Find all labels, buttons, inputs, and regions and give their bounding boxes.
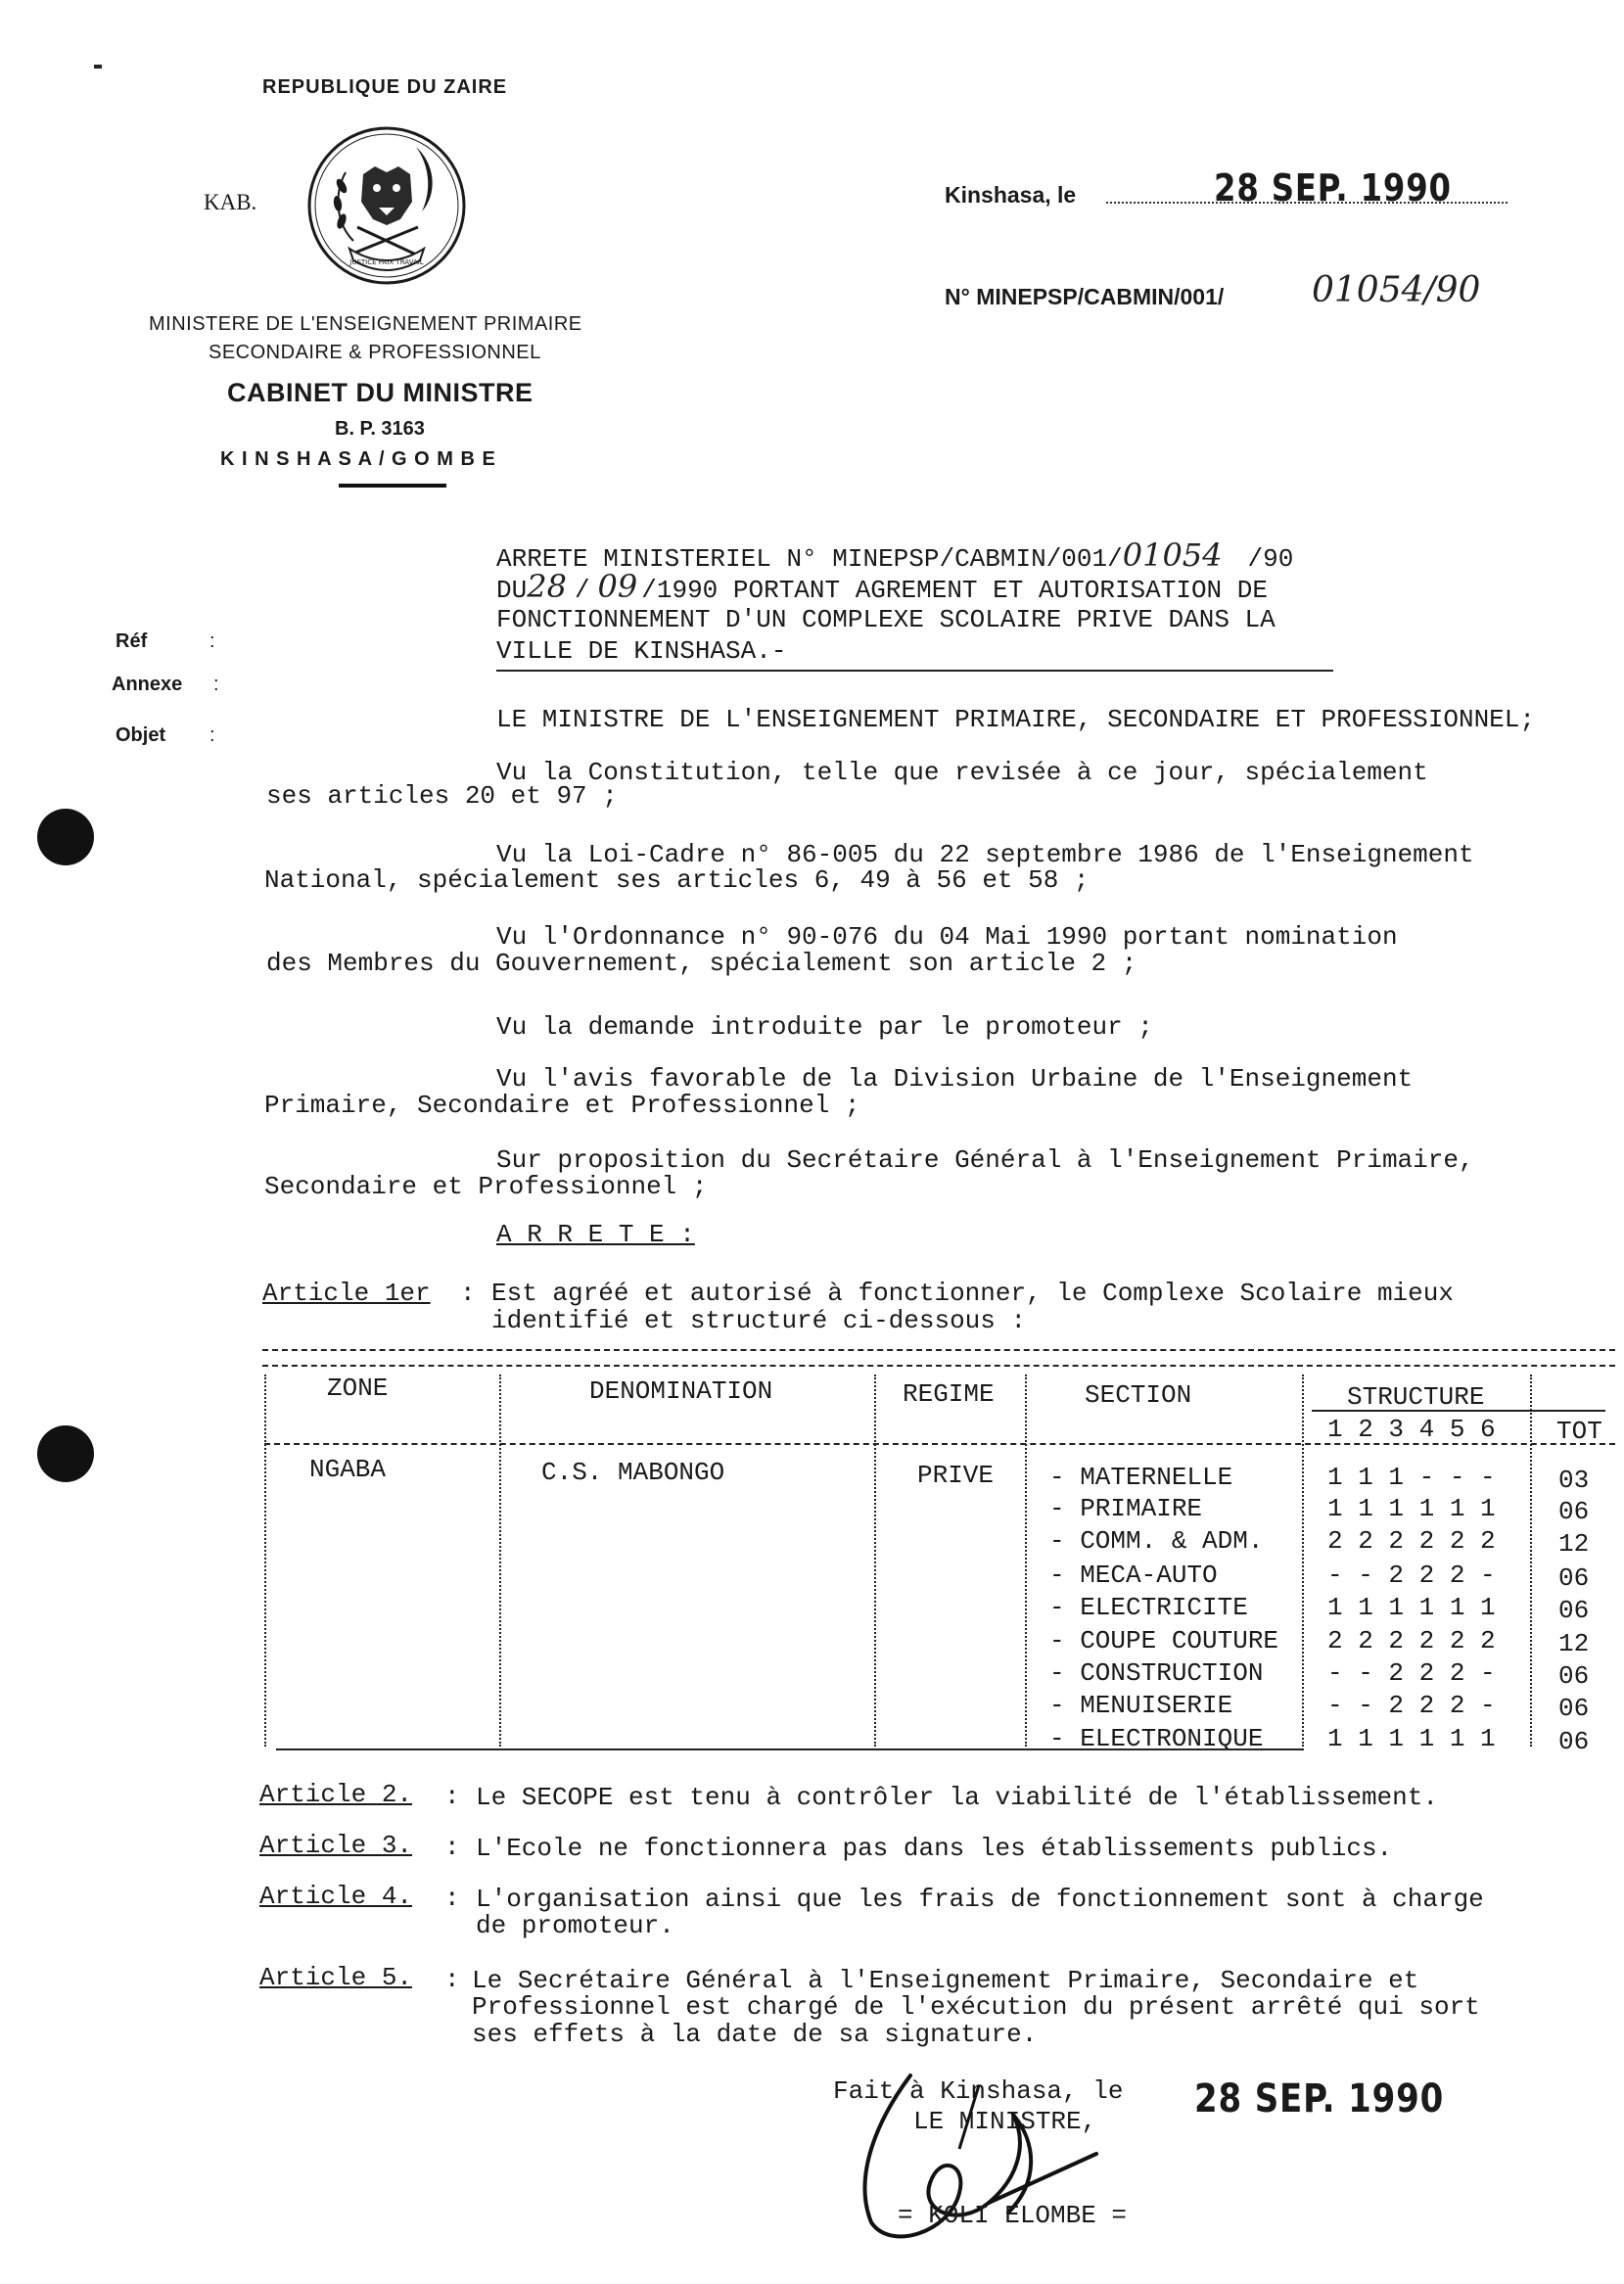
title-rest: /1990 PORTANT AGREMENT ET AUTORISATION DE: [641, 576, 1268, 605]
row-tot: 03: [1558, 1466, 1590, 1495]
minister-line: LE MINISTRE DE L'ENSEIGNEMENT PRIMAIRE, SECONDAIRE ET PROFESSIONNEL;: [496, 705, 1535, 734]
row-section: - MATERNELLE: [1049, 1463, 1233, 1492]
title-underline: [496, 670, 1333, 672]
structure-underline: [1312, 1410, 1605, 1412]
reference-number-prefix: N° MINEPSP/CABMIN/001/: [945, 284, 1225, 309]
col-sep-left: [264, 1375, 266, 1747]
signatory-name: = KOLI ELOMBE =: [898, 2201, 1128, 2230]
table-top-rule-1: [262, 1349, 1615, 1351]
row-section: - CONSTRUCTION: [1049, 1658, 1264, 1688]
header-rule: [339, 484, 446, 488]
article-5-text-2: Professionnel est chargé de l'exécution du présent arrêté qui sort: [472, 1992, 1480, 2022]
row-structure: 1 1 1 - - -: [1327, 1463, 1496, 1492]
cell-zone: NGABA: [309, 1455, 387, 1484]
title-date-sep: /: [574, 576, 590, 605]
binder-hole-bottom: [37, 1425, 94, 1482]
title-handwritten-month: 09: [597, 568, 638, 605]
row-section: - MECA-AUTO: [1049, 1561, 1218, 1590]
table-bottom-rule: [276, 1748, 1304, 1750]
article-3-text: L'Ecole ne fonctionnera pas dans les établissements publics.: [476, 1834, 1393, 1863]
title-handwritten-number: 01054: [1122, 536, 1223, 574]
row-section: - MENUISERIE: [1049, 1691, 1233, 1720]
objet-label: Objet: [116, 724, 166, 746]
article-5-text-3: ses effets à la date de sa signature.: [472, 2020, 1038, 2049]
article-2-sep: :: [444, 1782, 460, 1811]
title-suffix: /90: [1247, 544, 1294, 574]
row-tot: 12: [1558, 1629, 1590, 1658]
row-tot: 06: [1558, 1497, 1590, 1526]
cell-regime: PRIVE: [917, 1461, 995, 1490]
article-3-sep: :: [444, 1833, 460, 1862]
header-levels: 1 2 3 4 5 6: [1327, 1415, 1496, 1444]
signature-role: LE MINISTRE,: [913, 2107, 1097, 2136]
objet-colon: :: [209, 724, 215, 746]
article-4-label: Article 4.: [259, 1882, 413, 1911]
sur-proposition-1: Sur proposition du Secrétaire Général à l'Enseignement Primaire,: [496, 1145, 1474, 1175]
vu-avis-2: Primaire, Secondaire et Professionnel ;: [264, 1091, 860, 1120]
row-structure: 1 1 1 1 1 1: [1327, 1724, 1496, 1753]
ministry-name-line2: SECONDAIRE & PROFESSIONNEL: [209, 342, 541, 363]
row-section: - COMM. & ADM.: [1049, 1526, 1264, 1556]
header-denomination: DENOMINATION: [589, 1376, 773, 1406]
header-structure: STRUCTURE: [1347, 1382, 1485, 1412]
row-structure: 1 1 1 1 1 1: [1327, 1494, 1496, 1523]
row-tot: 06: [1558, 1596, 1590, 1625]
row-tot: 12: [1558, 1529, 1590, 1559]
col-sep-denomination: [874, 1375, 876, 1747]
vu-avis-1: Vu l'avis favorable de la Division Urbaine de l'Enseignement: [496, 1064, 1414, 1094]
header-regime: REGIME: [903, 1379, 995, 1409]
article-3-label: Article 3.: [259, 1831, 413, 1860]
header-date-stamp: 28 SEP. 1990: [1214, 166, 1452, 210]
title-line-3: FONCTIONNEMENT D'UN COMPLEXE SCOLAIRE PRIVE DANS LA: [496, 605, 1276, 634]
article-4-sep: :: [444, 1884, 460, 1913]
article-1-label: Article 1er: [262, 1279, 431, 1308]
row-section: - ELECTRICITE: [1049, 1593, 1248, 1622]
row-structure: 2 2 2 2 2 2: [1327, 1526, 1496, 1556]
binder-hole-top: [37, 809, 94, 865]
col-sep-zone: [499, 1375, 501, 1747]
title-line-4: VILLE DE KINSHASA.-: [496, 636, 787, 666]
vu-demande: Vu la demande introduite par le promoteur ;: [496, 1012, 1153, 1042]
article-5-sep: :: [444, 1965, 460, 1994]
table-top-rule-2: [262, 1365, 1615, 1367]
vu-ordonnance-1: Vu l'Ordonnance n° 90-076 du 04 Mai 1990 portant nomination: [496, 922, 1398, 952]
row-section: - COUPE COUTURE: [1049, 1626, 1279, 1655]
article-1-text-1: Est agréé et autorisé à fonctionner, le Complexe Scolaire mieux: [491, 1279, 1454, 1308]
annexe-label: Annexe: [112, 674, 183, 695]
header-zone: ZONE: [327, 1374, 389, 1403]
ref-label: Réf: [116, 630, 148, 652]
scan-mark: [94, 65, 102, 69]
article-1-sep: :: [460, 1279, 476, 1308]
annexe-colon: :: [213, 674, 219, 695]
vu-loi-cadre-2: National, spécialement ses articles 6, 49 à 56 et 58 ;: [264, 865, 1090, 895]
col-sep-regime: [1025, 1375, 1027, 1747]
vu-constitution-2: ses articles 20 et 97 ;: [266, 781, 618, 811]
vu-loi-cadre-1: Vu la Loi-Cadre n° 86-005 du 22 septembre 1986 de l'Enseignement: [496, 840, 1474, 869]
row-structure: - - 2 2 2 -: [1327, 1691, 1496, 1720]
col-sep-structure: [1530, 1375, 1532, 1747]
signature-fait: Fait à Kinshasa, le: [833, 2076, 1124, 2106]
row-section: - ELECTRONIQUE: [1049, 1724, 1264, 1753]
row-tot: 06: [1558, 1661, 1590, 1691]
header-section: SECTION: [1085, 1380, 1192, 1410]
po-box: B. P. 3163: [335, 418, 425, 440]
ref-colon: :: [209, 630, 215, 652]
title-line-2: [496, 568, 1268, 605]
title-du: DU: [496, 576, 528, 605]
row-tot: 06: [1558, 1563, 1590, 1593]
title-handwritten-day: 28: [527, 568, 567, 605]
article-4-text-2: de promoteur.: [476, 1911, 674, 1940]
article-5-text-1: Le Secrétaire Général à l'Enseignement Primaire, Secondaire et: [472, 1966, 1419, 1995]
row-structure: - - 2 2 2 -: [1327, 1561, 1496, 1590]
title-prefix: ARRETE MINISTERIEL N° MINEPSP/CABMIN/001/: [496, 544, 1123, 574]
place-label: Kinshasa, le: [945, 182, 1077, 208]
city-heading: K I N S H A S A / G O M B E: [220, 448, 496, 470]
national-seal-icon: [306, 125, 467, 286]
vu-constitution-1: Vu la Constitution, telle que revisée à ce jour, spécialement: [496, 758, 1428, 787]
table-header-rule: [264, 1443, 1615, 1445]
reference-number-handwritten: 01054/90: [1312, 270, 1481, 310]
article-5-label: Article 5.: [259, 1963, 413, 1992]
sur-proposition-2: Secondaire et Professionnel ;: [264, 1172, 708, 1201]
article-2-label: Article 2.: [259, 1780, 413, 1809]
vu-ordonnance-2: des Membres du Gouvernement, spécialement son article 2 ;: [266, 949, 1137, 978]
row-structure: 1 1 1 1 1 1: [1327, 1593, 1496, 1622]
ministry-name-line1: MINISTERE DE L'ENSEIGNEMENT PRIMAIRE: [149, 313, 582, 335]
row-structure: 2 2 2 2 2 2: [1327, 1626, 1496, 1655]
row-structure: - - 2 2 2 -: [1327, 1658, 1496, 1688]
article-2-text: Le SECOPE est tenu à contrôler la viabilité de l'établissement.: [476, 1783, 1438, 1812]
cell-denomination: C.S. MABONGO: [541, 1458, 725, 1487]
kab-label: KAB.: [204, 190, 257, 214]
svg-text:JUSTICE PAIX TRAVAIL: JUSTICE PAIX TRAVAIL: [349, 258, 424, 266]
row-tot: 06: [1558, 1694, 1590, 1723]
signature-date-stamp: 28 SEP. 1990: [1194, 2076, 1445, 2121]
header-tot: TOT: [1556, 1417, 1602, 1446]
republic-heading: REPUBLIQUE DU ZAIRE: [262, 76, 508, 98]
article-1-text-2: identifié et structuré ci-dessous :: [491, 1306, 1027, 1335]
article-4-text-1: L'organisation ainsi que les frais de fonctionnement sont à charge: [476, 1885, 1484, 1914]
cabinet-heading: CABINET DU MINISTRE: [227, 378, 534, 407]
row-tot: 06: [1558, 1727, 1590, 1756]
row-section: - PRIMAIRE: [1049, 1494, 1203, 1523]
arrete-heading: A R R E T E :: [496, 1220, 695, 1249]
col-sep-section: [1302, 1375, 1304, 1747]
